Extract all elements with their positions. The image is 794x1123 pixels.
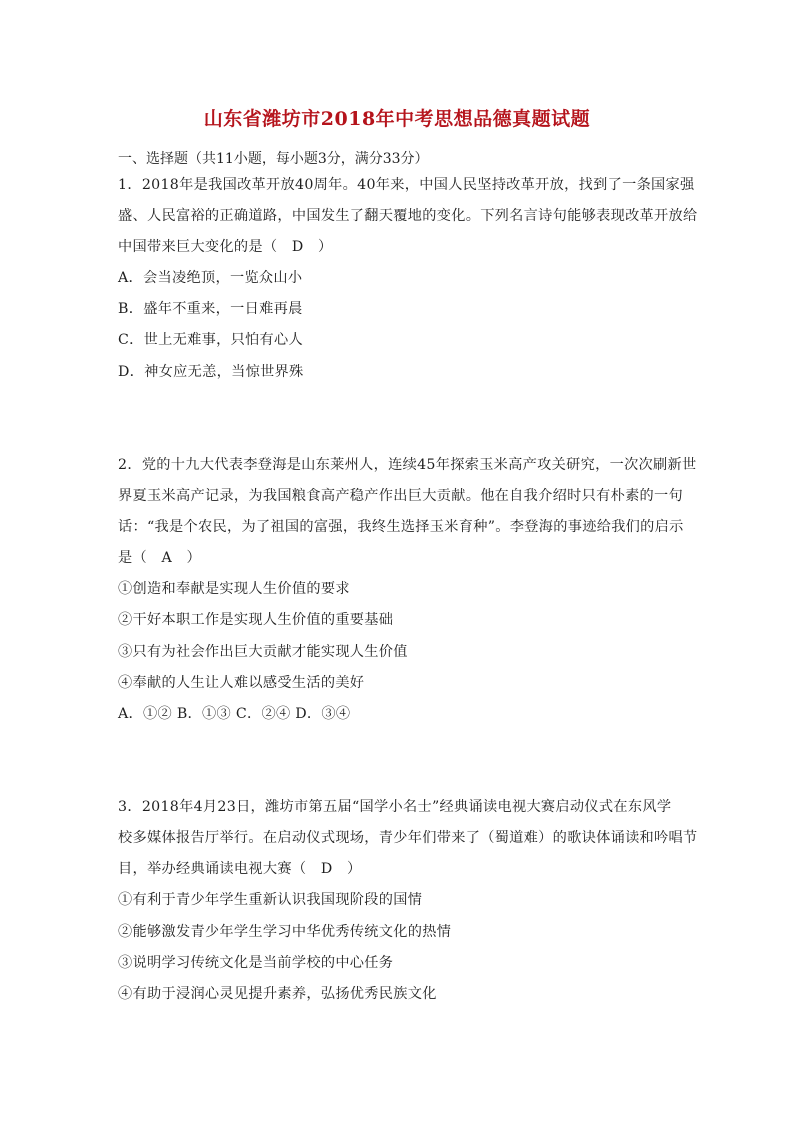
q3-item-2: ②能够激发青少年学生学习中华优秀传统文化的热情 [118,924,452,940]
q2-options: A．①② B．①③ C．②④ D．③④ [118,706,351,722]
q3-stem-line-3: 目，举办经典诵读电视大赛（ D ） [118,861,362,877]
q2-stem-line-3: 话：“我是个农民，为了祖国的富强，我终生选择玉米育种”。李登海的事迹给我们的启示 [118,519,684,535]
q3-stem-line-1: 3．2018年4月23日，潍坊市第五届“国学小名士”经典诵读电视大赛启动仪式在东风学 [118,799,672,815]
q1-option-b: B．盛年不重来，一日难再晨 [118,301,303,317]
section-header: 一、选择题（共11小题，每小题3分，满分33分） [118,151,429,167]
q2-stem-line-2: 界夏玉米高产记录，为我国粮食高产稳产作出巨大贡献。他在自我介绍时只有朴素的一句 [118,488,684,504]
q1-option-c: C．世上无难事，只怕有心人 [118,332,304,348]
q3-item-3: ③说明学习传统文化是当前学校的中心任务 [118,955,394,971]
q1-option-a: A．会当凌绝顶，一览众山小 [118,270,303,286]
q2-stem-line-4: 是（ A ） [118,550,201,566]
q2-item-2: ②干好本职工作是实现人生价值的重要基础 [118,612,394,628]
q2-item-1: ①创造和奉献是实现人生价值的要求 [118,581,350,597]
q2-stem-line-1: 2．党的十九大代表李登海是山东莱州人，连续45年探索玉米高产攻关研究，一次次刷新世 [118,457,697,473]
q1-stem-line-1: 1．2018年是我国改革开放40周年。40年来，中国人民坚持改革开放，找到了一条国家强 [118,177,695,193]
q3-item-1: ①有利于青少年学生重新认识我国现阶段的国情 [118,892,423,908]
document-title: 山东省潍坊市2018年中考思想品德真题试题 [203,108,591,130]
q3-stem-line-2: 校多媒体报告厅举行。在启动仪式现场，青少年们带来了（蜀道难）的歌诀体诵读和吟唱节 [118,830,698,846]
q3-item-4: ④有助于浸润心灵见提升素养，弘扬优秀民族文化 [118,986,437,1002]
q1-stem-line-3: 中国带来巨大变化的是（ D ） [118,239,333,255]
q1-stem-line-2: 盛、人民富裕的正确道路，中国发生了翻天覆地的变化。下列名言诗句能够表现改革开放给 [118,208,698,224]
q1-option-d: D．神女应无恙，当惊世界殊 [118,364,304,380]
q2-item-4: ④奉献的人生让人难以感受生活的美好 [118,675,365,691]
q2-item-3: ③只有为社会作出巨大贡献才能实现人生价值 [118,644,408,660]
